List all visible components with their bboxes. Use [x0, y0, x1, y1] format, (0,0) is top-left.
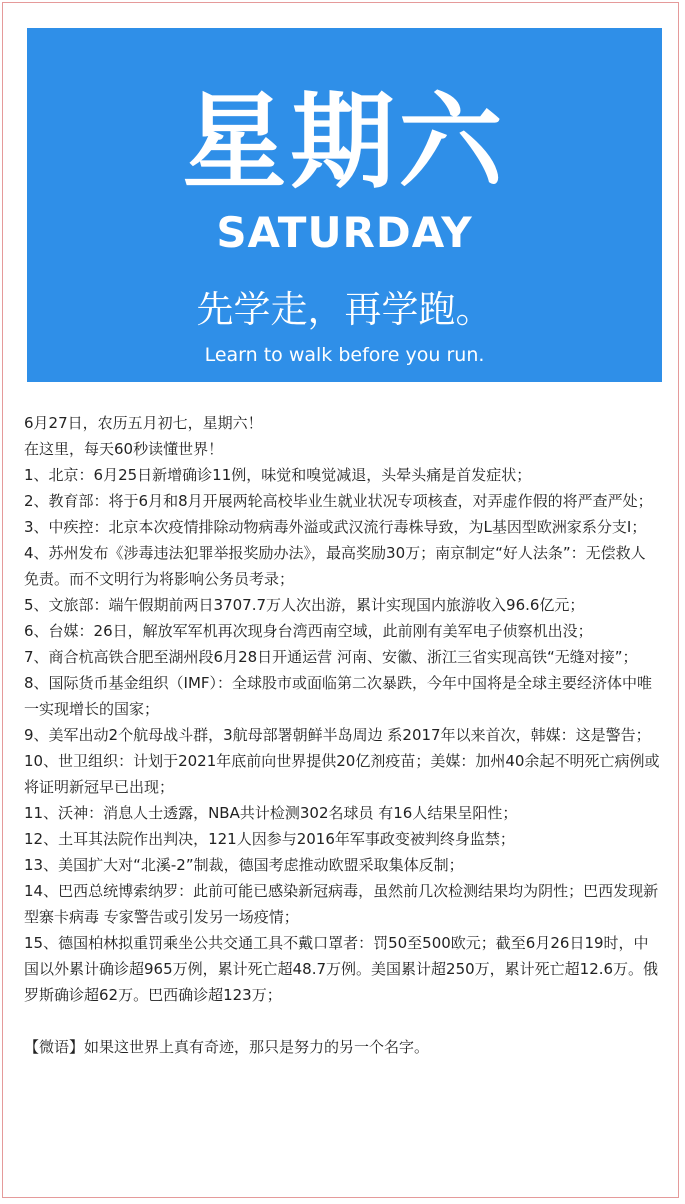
saturday-banner	[27, 28, 662, 382]
news-item: 13、美国扩大对“北溪-2”制裁，德国考虑推动欧盟采取集体反制；	[24, 856, 464, 874]
news-item: 11、沃神：消息人士透露，NBA共计检测302名球员 有16人结果呈阳性；	[24, 804, 518, 822]
news-item: 15、德国柏林拟重罚乘坐公共交通工具不戴口罩者：罚50至500欧元；截至6月26日19时，中国以外累计确诊超965万例，累计死亡超48.7万例。美国累计超250万，累计死亡超12.6万。俄罗斯确诊超62万。巴西确诊超123万；	[24, 934, 659, 1004]
daily-quote: 【微语】如果这世界上真有奇迹，那只是努力的另一个名字。	[24, 1038, 430, 1056]
news-item: 9、美军出动2个航母战斗群，3航母部署朝鲜半岛周边 系2017年以来首次，韩媒：这是警告；	[24, 726, 651, 744]
tagline: 在这里，每天60秒读懂世界！	[24, 440, 224, 458]
news-item: 4、苏州发布《涉毒违法犯罪举报奖励办法》，最高奖励30万；南京制定“好人法条”：无偿救人免责。而不文明行为将影响公务员考录；	[24, 544, 646, 588]
news-item: 10、世卫组织：计划于2021年底前向世界提供20亿剂疫苗；美媒：加州40余起不明死亡病例或将证明新冠早已出现；	[24, 752, 660, 796]
news-item: 8、国际货币基金组织（IMF）：全球股市或面临第二次暴跌，今年中国将是全球主要经济体中唯一实现增长的国家；	[24, 674, 653, 718]
news-item: 1、北京：6月25日新增确诊11例，味觉和嗅觉减退，头晕头痛是首发症状；	[24, 466, 532, 484]
banner-motto-english: Learn to walk before you run.	[204, 344, 485, 366]
date-line: 6月27日，农历五月初七，星期六！	[24, 414, 263, 432]
spacer	[24, 1008, 660, 1034]
news-item: 3、中疾控：北京本次疫情排除动物病毒外溢或武汉流行毒株导致，为L基因型欧洲家系分支Ⅰ；	[24, 518, 647, 536]
news-item: 6、台媒：26日，解放军军机再次现身台湾西南空域，此前刚有美军电子侦察机出没；	[24, 622, 593, 640]
article-body	[24, 410, 660, 1060]
banner-motto-chinese: 先学走，再学跑。	[196, 288, 493, 331]
news-item: 12、土耳其法院作出判决，121人因参与2016年军事政变被判终身监禁；	[24, 830, 515, 848]
news-item: 5、文旅部：端午假期前两日3707.7万人次出游，累计实现国内旅游收入96.6亿元；	[24, 596, 585, 614]
banner-day-english: SATURDAY	[216, 208, 473, 257]
banner-day-chinese: 星期六	[182, 81, 507, 203]
news-item: 2、教育部：将于6月和8月开展两轮高校毕业生就业状况专项核查，对弄虚作假的将严查严处；	[24, 492, 653, 510]
news-item: 7、商合杭高铁合肥至湖州段6月28日开通运营 河南、安徽、浙江三省实现高铁“无缝对接”；	[24, 648, 638, 666]
news-item: 14、巴西总统博索纳罗：此前可能已感染新冠病毒，虽然前几次检测结果均为阴性；巴西发现新型寨卡病毒 专家警告或引发另一场疫情；	[24, 882, 659, 926]
